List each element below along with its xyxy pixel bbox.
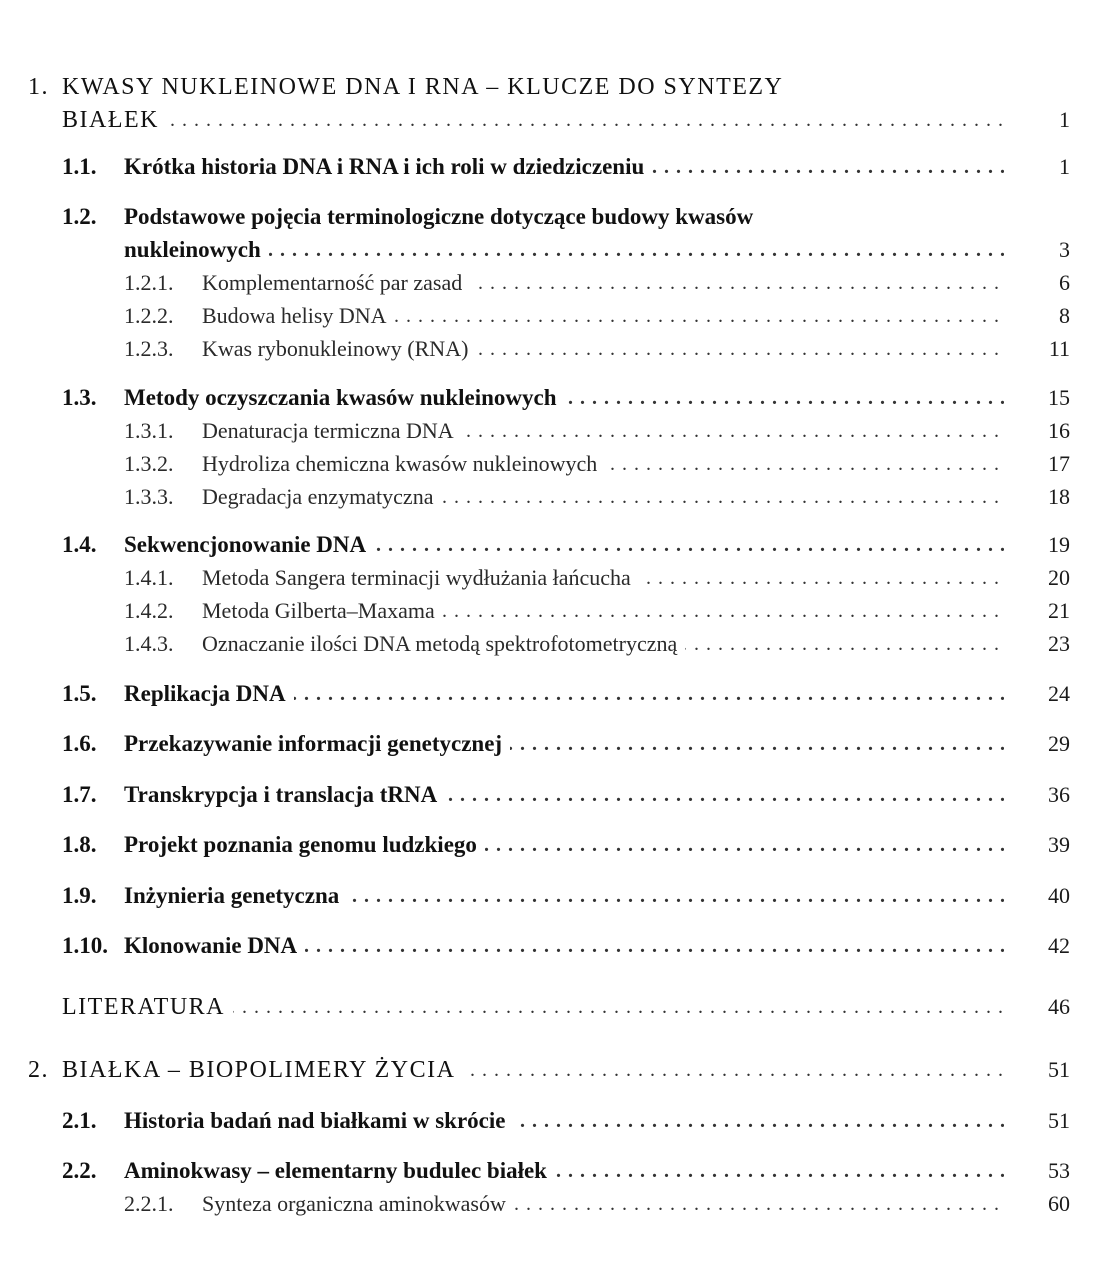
entry-number: 1.10. (62, 933, 108, 958)
entry-page: 24 (1048, 681, 1070, 706)
entry-page: 51 (1048, 1108, 1070, 1133)
entry-title-line1: KWASY NUKLEINOWE DNA I RNA – KLUCZE DO SYNTEZY (62, 74, 784, 100)
entry-number: 1.4.3. (124, 631, 174, 656)
entry-page: 42 (1048, 933, 1070, 958)
toc-entry-continued (0, 233, 1116, 267)
entry-title: BIAŁKA – BIOPOLIMERY ŻYCIA (62, 1057, 463, 1083)
toc-entry (0, 879, 1116, 913)
entry-title: Przekazywanie informacji genetycznej (124, 731, 510, 756)
entry-title: Oznaczanie ilości DNA metodą spektrofotometryczną (202, 631, 685, 656)
entry-page: 18 (1048, 484, 1070, 509)
entry-title: Krótka historia DNA i RNA i ich roli w dziedziczeniu (124, 154, 652, 179)
entry-page: 51 (1048, 1057, 1070, 1082)
toc-entry (0, 594, 1116, 628)
entry-number: 1.2. (62, 204, 97, 229)
entry-page: 60 (1048, 1191, 1070, 1216)
entry-page: 19 (1048, 532, 1070, 557)
entry-page: 3 (1059, 237, 1070, 262)
toc-entry (0, 528, 1116, 562)
entry-number: 1.4.2. (124, 598, 174, 623)
entry-number: 1.4. (62, 532, 97, 557)
entry-page: 40 (1048, 883, 1070, 908)
entry-number: 1.2.2. (124, 303, 174, 328)
toc-entry (0, 447, 1116, 481)
entry-page: 53 (1048, 1158, 1070, 1183)
entry-page: 16 (1048, 418, 1070, 443)
entry-title: LITERATURA (62, 994, 233, 1020)
entry-page: 29 (1048, 731, 1070, 756)
toc-entry (0, 150, 1116, 184)
entry-number: 1.8. (62, 832, 97, 857)
entry-page: 36 (1048, 782, 1070, 807)
entry-page: 17 (1048, 451, 1070, 476)
entry-number: 1.7. (62, 782, 97, 807)
entry-page: 11 (1048, 336, 1070, 361)
entry-page: 23 (1048, 631, 1070, 656)
entry-title: Degradacja enzymatyczna (202, 484, 441, 509)
toc-entry (0, 414, 1116, 448)
entry-number: 1.2.3. (124, 336, 174, 361)
entry-number: 2. (28, 1057, 49, 1083)
toc-entry (0, 627, 1116, 661)
entry-title: Komplementarność par zasad (202, 270, 470, 295)
entry-page: 39 (1048, 832, 1070, 857)
entry-title-line1: Podstawowe pojęcia terminologiczne dotyczące budowy kwasów (124, 204, 754, 229)
toc-entry-continued (0, 103, 1116, 137)
toc-entry (0, 727, 1116, 761)
entry-number: 1.6. (62, 731, 97, 756)
toc-entry (0, 299, 1116, 333)
entry-number: 2.2.1. (124, 1191, 174, 1216)
entry-page: 46 (1048, 994, 1070, 1019)
entry-title: Budowa helisy DNA (202, 303, 395, 328)
entry-number: 1.5. (62, 681, 97, 706)
entry-number: 1.9. (62, 883, 97, 908)
entry-title: Kwas rybonukleinowy (RNA) (202, 336, 476, 361)
entry-title: BIAŁEK (62, 107, 167, 133)
entry-page: 8 (1059, 303, 1070, 328)
toc-entry (0, 266, 1116, 300)
toc-entry (0, 1053, 1116, 1087)
entry-title: Denaturacja termiczna DNA (202, 418, 462, 443)
entry-number: 1.2.1. (124, 270, 174, 295)
entry-number: 2.2. (62, 1158, 97, 1183)
entry-title: Metoda Sangera terminacji wydłużania łańcucha (202, 565, 639, 590)
entry-title: Metoda Gilberta–Maxama (202, 598, 443, 623)
entry-title: Klonowanie DNA (124, 933, 305, 958)
entry-number: 1.3.3. (124, 484, 174, 509)
entry-title: Sekwencjonowanie DNA (124, 532, 374, 557)
entry-title: Historia badań nad białkami w skrócie (124, 1108, 513, 1133)
toc-entry-literature (0, 990, 1116, 1024)
toc-entry (0, 677, 1116, 711)
entry-number: 1.3.1. (124, 418, 174, 443)
entry-number: 1.3.2. (124, 451, 174, 476)
entry-number: 1.1. (62, 154, 97, 179)
entry-number: 1.4.1. (124, 565, 174, 590)
toc-entry (0, 200, 1116, 234)
entry-title: Projekt poznania genomu ludzkiego (124, 832, 485, 857)
toc-entry (0, 332, 1116, 366)
toc-entry (0, 1104, 1116, 1138)
entry-title: nukleinowych (124, 237, 269, 262)
toc-entry (0, 70, 1116, 104)
entry-page: 20 (1048, 565, 1070, 590)
entry-number: 1. (28, 74, 49, 100)
entry-title: Metody oczyszczania kwasów nukleinowych (124, 385, 565, 410)
entry-page: 6 (1059, 270, 1070, 295)
entry-title: Aminokwasy – elementarny budulec białek (124, 1158, 555, 1183)
entry-title: Transkrypcja i translacja tRNA (124, 782, 445, 807)
toc-entry (0, 561, 1116, 595)
entry-page: 1 (1059, 154, 1070, 179)
entry-page: 21 (1048, 598, 1070, 623)
entry-title: Inżynieria genetyczna (124, 883, 347, 908)
entry-page: 15 (1048, 385, 1070, 410)
toc-entry (0, 1154, 1116, 1188)
entry-page: 1 (1059, 107, 1070, 132)
toc-entry (0, 828, 1116, 862)
toc-entry (0, 1187, 1116, 1221)
entry-number: 2.1. (62, 1108, 97, 1133)
entry-title: Hydroliza chemiczna kwasów nukleinowych (202, 451, 605, 476)
entry-title: Replikacja DNA (124, 681, 294, 706)
toc-entry (0, 480, 1116, 514)
toc-entry (0, 778, 1116, 812)
toc-entry (0, 381, 1116, 415)
entry-title: Synteza organiczna aminokwasów (202, 1191, 514, 1216)
toc-entry (0, 929, 1116, 963)
entry-number: 1.3. (62, 385, 97, 410)
